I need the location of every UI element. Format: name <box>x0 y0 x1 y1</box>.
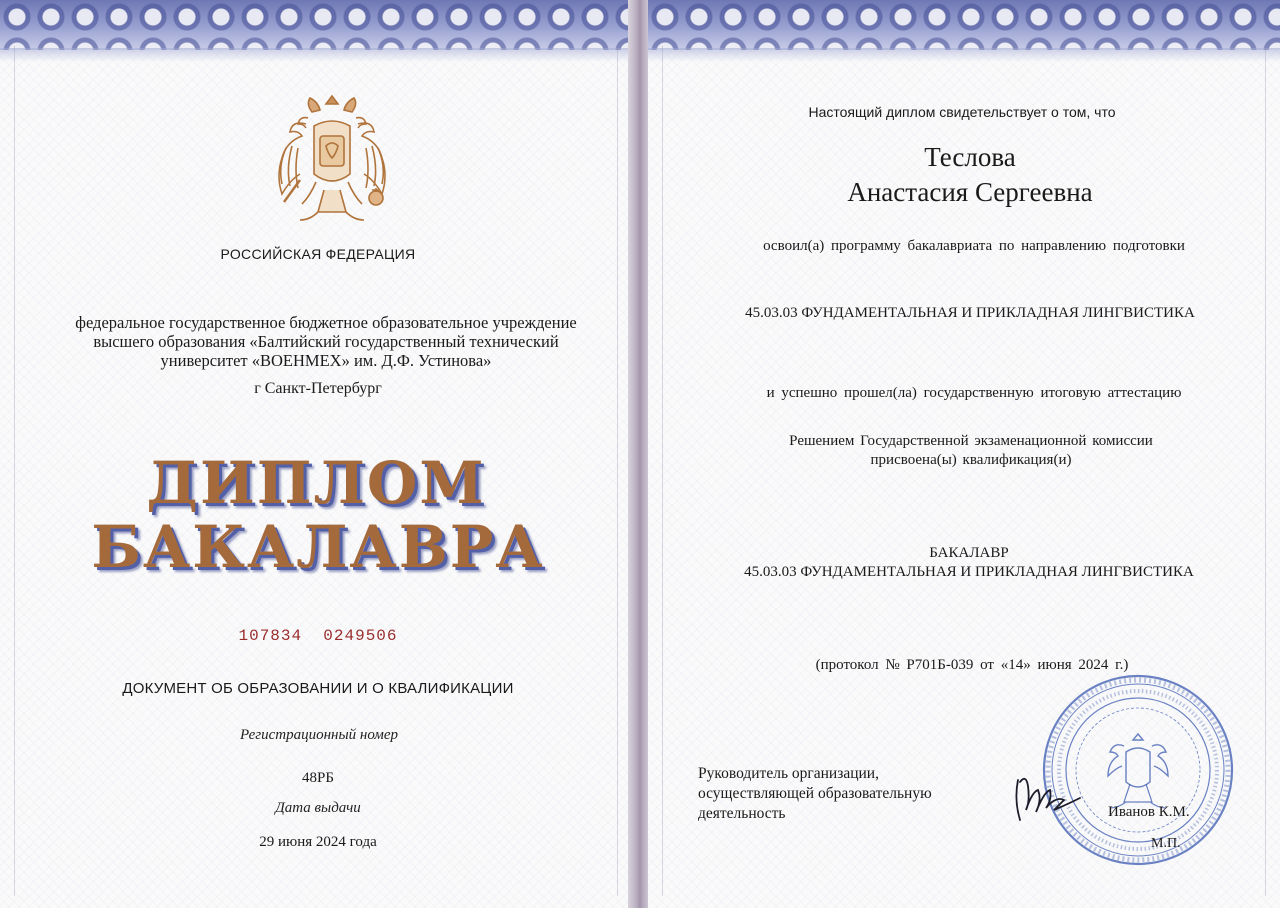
certifies-text: Настоящий диплом свидетельствует о том, что <box>808 104 1116 120</box>
passed-attestation-text: и успешно прошел(ла) государственную итоговую аттестацию <box>766 385 1182 401</box>
diploma-right-page <box>648 0 1280 908</box>
seal-mark: М.П. <box>1151 836 1181 851</box>
qualification-program: 45.03.03 ФУНДАМЕНТАЛЬНАЯ И ПРИКЛАДНАЯ ЛИНГВИСТИКА <box>744 564 1194 580</box>
signature-icon <box>1010 760 1094 830</box>
commission-decision <box>662 432 1280 470</box>
decision-line: присвоена(ы) квалификация(и) <box>870 452 1072 468</box>
decorative-guilloche-band <box>648 0 1280 50</box>
institution-line: высшего образования «Балтийский государственный технический <box>93 332 559 351</box>
diploma-left-page <box>0 0 632 908</box>
decision-line: Решением Государственной экзаменационной комиссии <box>789 433 1153 449</box>
head-line: Руководитель организации, <box>698 765 879 782</box>
double-headed-eagle-icon <box>264 90 400 232</box>
graduate-given-names: Анастасия Сергеевна <box>847 177 1093 207</box>
diploma-title-line2: БАКАЛАВРА <box>91 513 545 581</box>
document-type: ДОКУМЕНТ ОБ ОБРАЗОВАНИИ И О КВАЛИФИКАЦИИ <box>122 680 514 697</box>
city: г Санкт-Петербург <box>254 380 382 397</box>
mastered-program-text: освоил(а) программу бакалавриата по направлению подготовки <box>763 238 1185 254</box>
country-name: РОССИЙСКАЯ ФЕДЕРАЦИЯ <box>220 246 416 262</box>
registration-number: 48РБ <box>302 770 334 786</box>
institution-line: федеральное государственное бюджетное образовательное учреждение <box>75 313 577 332</box>
institution-name <box>20 313 632 370</box>
program-name: 45.03.03 ФУНДАМЕНТАЛЬНАЯ И ПРИКЛАДНАЯ ЛИНГВИСТИКА <box>745 305 1195 321</box>
issue-date: 29 июня 2024 года <box>259 834 377 850</box>
institution-line: университет «ВОЕНМЕХ» им. Д.Ф. Устинова» <box>160 351 492 370</box>
diploma-title-line1: ДИПЛОМ <box>146 449 486 517</box>
organization-head-label <box>698 764 932 824</box>
serial-number: 107834 0249506 <box>238 627 398 645</box>
head-line: осуществляющей образовательную <box>698 785 932 802</box>
head-line: деятельность <box>698 805 786 822</box>
decorative-guilloche-band <box>0 0 632 50</box>
protocol-reference: (протокол № Р701Б-039 от «14» июня 2024 г.) <box>815 657 1129 673</box>
qualification: БАКАЛАВР <box>929 545 1009 561</box>
registration-label: Регистрационный номер <box>239 727 398 743</box>
issue-date-label: Дата выдачи <box>275 800 361 816</box>
graduate-surname: Теслова <box>924 142 1016 172</box>
signer-name: Иванов К.М. <box>1108 804 1190 820</box>
